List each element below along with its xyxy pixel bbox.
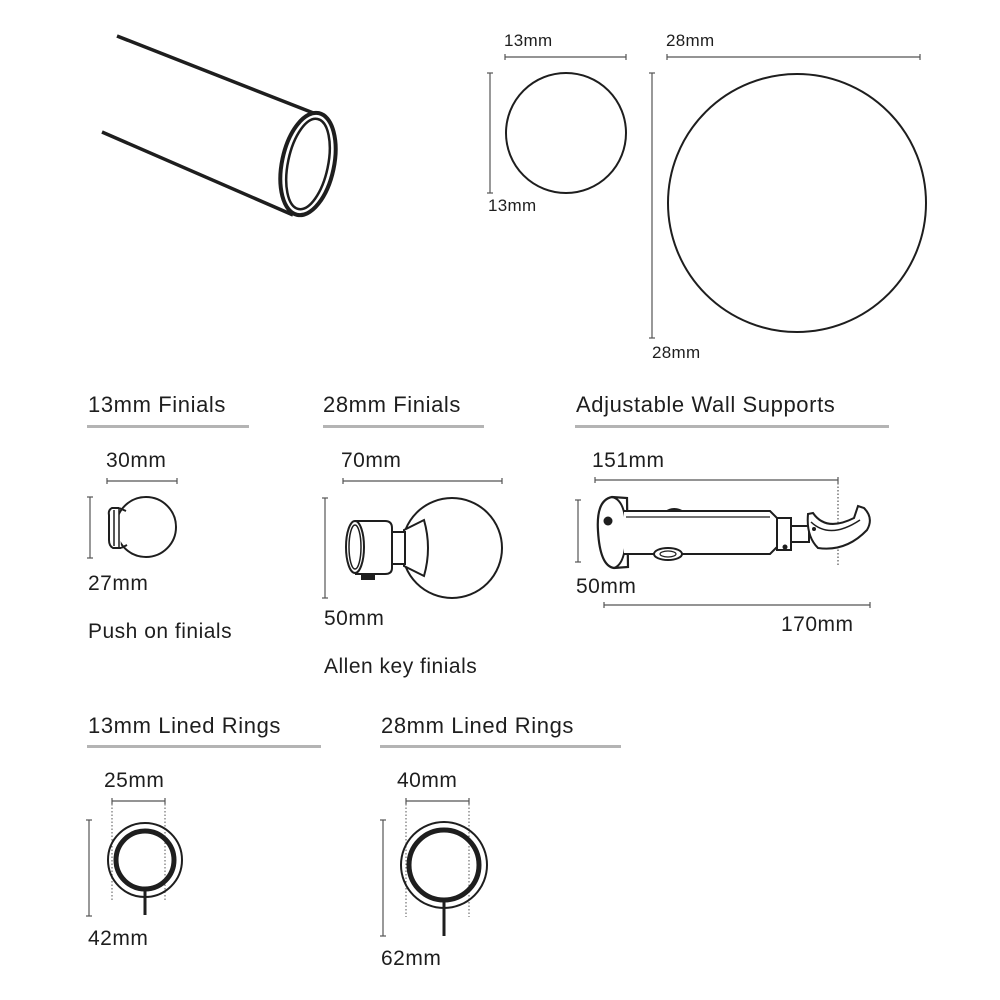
finials-13-width-label: 30mm xyxy=(106,449,167,472)
rings-13-width-label: 25mm xyxy=(104,769,165,792)
rings-13-height-label: 42mm xyxy=(88,927,149,950)
wall-supports-projection-label: 151mm xyxy=(592,449,665,472)
profile-13-width-label: 13mm xyxy=(504,31,553,50)
finials-13-height-label: 27mm xyxy=(88,572,149,595)
rings-28-heading: 28mm Lined Rings xyxy=(381,713,575,738)
finials-13-note: Push on finials xyxy=(88,620,233,643)
profile-28-height-label: 28mm xyxy=(652,343,701,362)
finials-28-heading: 28mm Finials xyxy=(323,392,462,417)
wall-supports-max-projection-label: 170mm xyxy=(781,613,854,636)
profile-13-height-label: 13mm xyxy=(488,196,537,215)
finials-28-width-label: 70mm xyxy=(341,449,402,472)
wall-supports-height-label: 50mm xyxy=(576,575,637,598)
finials-28-height-label: 50mm xyxy=(324,607,385,630)
finials-13-heading: 13mm Finials xyxy=(88,392,227,417)
finials-28-note: Allen key finials xyxy=(324,655,478,678)
wall-supports-heading: Adjustable Wall Supports xyxy=(576,392,836,417)
profile-28-width-label: 28mm xyxy=(666,31,715,50)
rings-13-heading: 13mm Lined Rings xyxy=(88,713,282,738)
rings-28-height-label: 62mm xyxy=(381,947,442,970)
rings-28-width-label: 40mm xyxy=(397,769,458,792)
